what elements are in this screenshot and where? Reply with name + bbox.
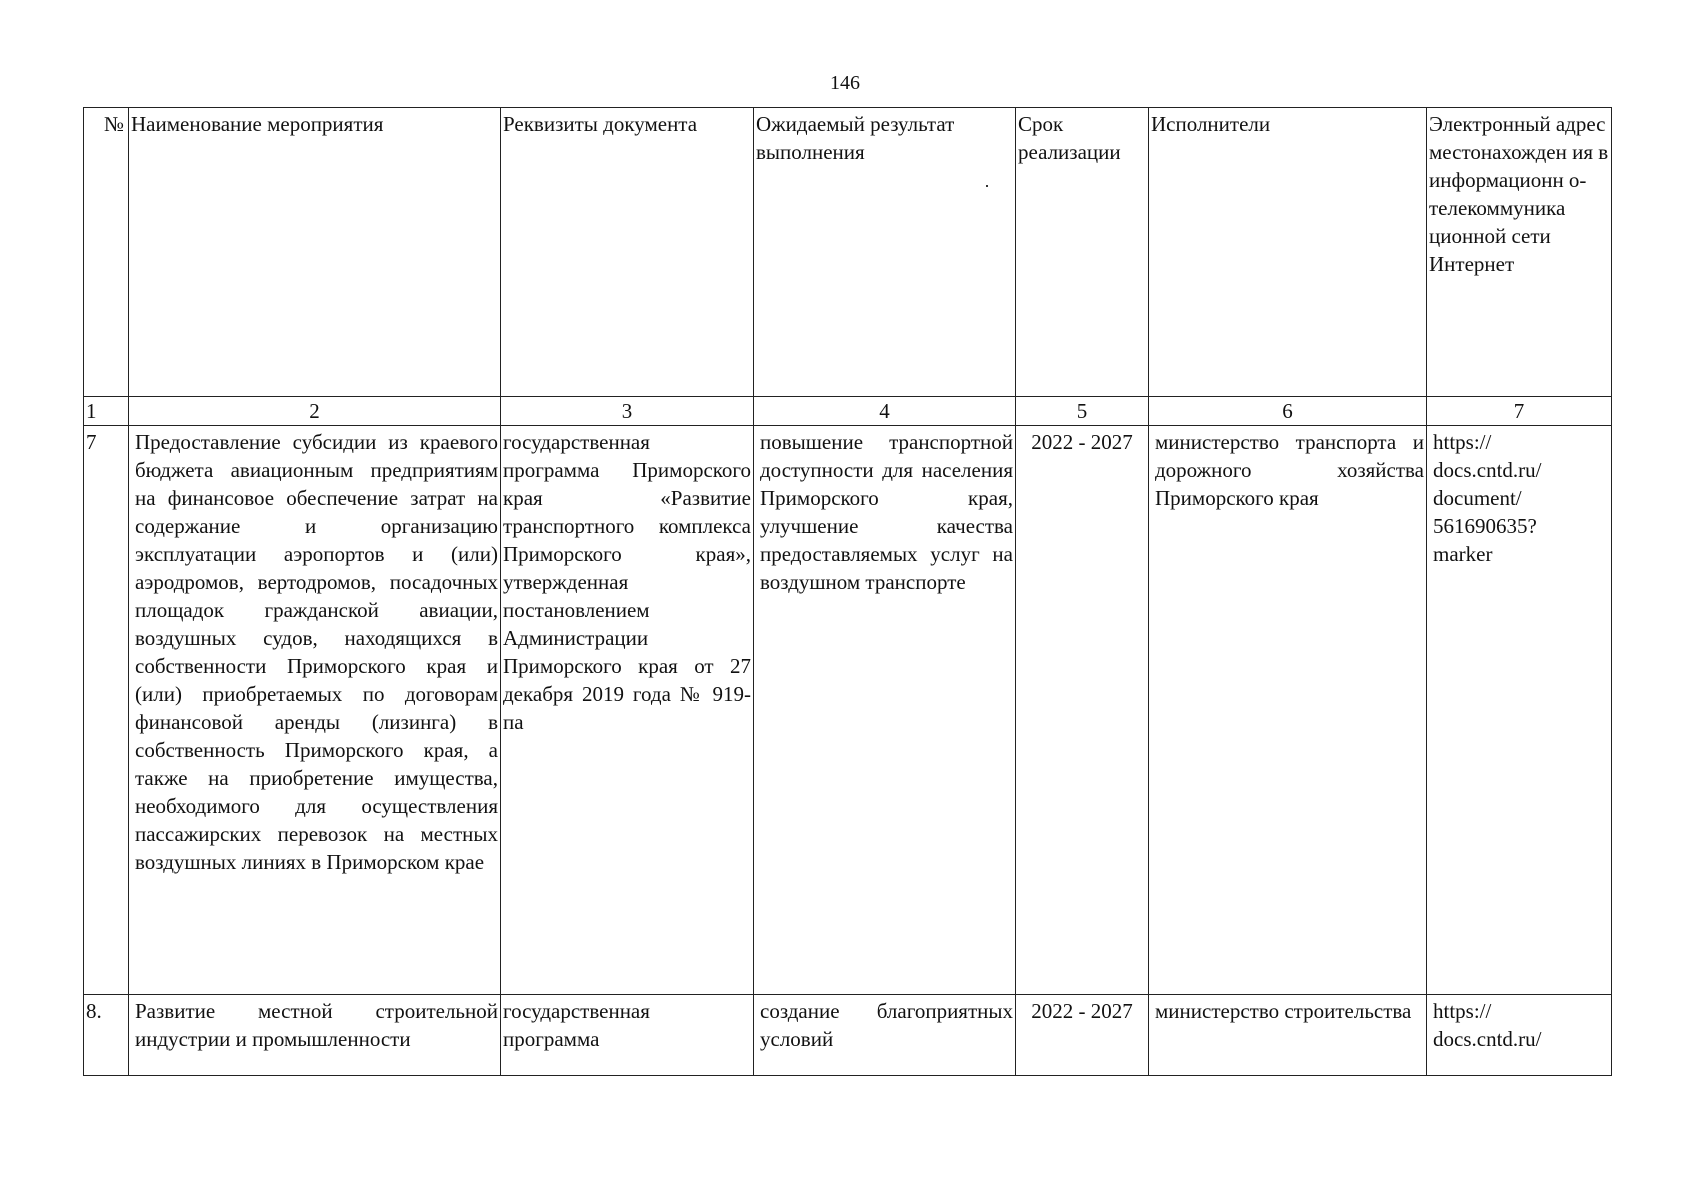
address-line: https:// xyxy=(1433,999,1492,1023)
page-number: 146 xyxy=(830,72,860,94)
address-line: document/ xyxy=(1433,486,1522,510)
address-line: docs.cntd.ru/ xyxy=(1433,458,1542,482)
header-num: № xyxy=(84,108,129,397)
header-row xyxy=(84,108,1612,397)
header-result-text: Ожидаемый результат выполнения xyxy=(756,112,955,164)
address-line: https:// xyxy=(1433,430,1492,454)
row-executors: министерство транспорта и дорожного хозяйства Приморского края xyxy=(1149,426,1427,995)
address-line: docs.cntd.ru/ xyxy=(1433,1027,1542,1051)
header-requisites: Реквизиты документа xyxy=(501,108,754,397)
row-result: создание благоприятных условий xyxy=(754,995,1016,1076)
column-number-row xyxy=(84,397,1612,426)
column-number: 4 xyxy=(754,397,1016,426)
row-address xyxy=(1427,995,1612,1076)
address-line: 561690635? xyxy=(1433,514,1537,538)
table-row xyxy=(84,995,1612,1076)
row-name: Развитие местной строительной индустрии и промышленности xyxy=(129,995,501,1076)
column-number: 3 xyxy=(501,397,754,426)
row-num: 7 xyxy=(84,426,129,995)
row-term: 2022 - 2027 xyxy=(1016,426,1149,995)
column-number: 1 xyxy=(84,397,129,426)
header-address: Электронный адрес местонахожден ия в информационн о-телекоммуника ционной сети Интернет xyxy=(1427,108,1612,397)
table-row xyxy=(84,426,1612,995)
header-executors: Исполнители xyxy=(1149,108,1427,397)
header-result xyxy=(754,108,1016,397)
row-requisites: государственная программа Приморского края «Развитие транспортного комплекса Приморского края», утвержденная постановлением Администрации Приморского края от 27 декабря 2019 года № 919-па xyxy=(501,426,754,995)
scan-speck xyxy=(986,185,988,187)
row-result: повышение транспортной доступности для населения Приморского края, улучшение качества предоставляемых услуг на воздушном транспорте xyxy=(754,426,1016,995)
column-number: 7 xyxy=(1427,397,1612,426)
row-executors: министерство строительства xyxy=(1149,995,1427,1076)
address-line: marker xyxy=(1433,542,1493,566)
header-name: Наименование мероприятия xyxy=(129,108,501,397)
row-requisites: государственная программа xyxy=(501,995,754,1076)
activities-table xyxy=(83,107,1612,1076)
row-num: 8. xyxy=(84,995,129,1076)
column-number: 6 xyxy=(1149,397,1427,426)
column-number: 2 xyxy=(129,397,501,426)
row-term: 2022 - 2027 xyxy=(1016,995,1149,1076)
row-name: Предоставление субсидии из краевого бюджета авиационным предприятиям на финансовое обеспечение затрат на содержание и организацию эксплуатации аэропортов и (или) аэродромов, вертодромов, посадочных площадок гражданской авиации, воздушных судов, находящихся в собственности Приморского края и (или) приобретаемых по договорам финансовой аренды (лизинга) в собственность Приморского края, а также на приобретение имущества, необходимого для осуществления пассажирских перевозок на местных воздушных линиях в Приморском крае xyxy=(129,426,501,995)
column-number: 5 xyxy=(1016,397,1149,426)
header-term: Срок реализации xyxy=(1016,108,1149,397)
row-address xyxy=(1427,426,1612,995)
